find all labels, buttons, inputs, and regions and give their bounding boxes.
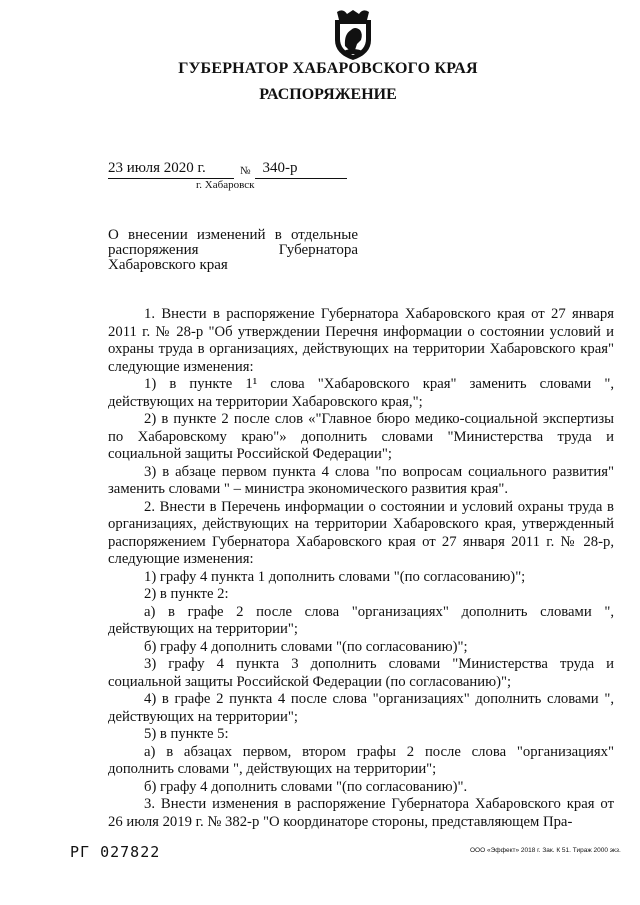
print-info: ООО «Эффект» 2018 г. Зак. К 51. Тираж 2000 экз. [470,847,621,854]
paragraph: 2) в пункте 2: [144,586,229,602]
document-city: г. Хабаровск [196,179,255,191]
document-body [108,306,614,831]
paragraph: 1) в пункте 1¹ слова "Хабаровского края" заменить словами ", действующих на территории Хабаровского края,"; [108,376,614,410]
document-number: 340-р [255,160,347,179]
number-sign: № [240,165,251,177]
date-number-line [108,160,347,179]
org-title: ГУБЕРНАТОР ХАБАРОВСКОГО КРАЯ [178,60,478,77]
paragraph: 1) графу 4 пункта 1 дополнить словами "(по согласованию)"; [144,568,526,585]
paragraph: 1. Внести в распоряжение Губернатора Хабаровского края от 27 января 2011 г. № 28-р "Об утверждении Перечня информации о состоянии условий и охраны труда в организациях, действующих на территории Хабаровского края" следующие изменения: [108,306,614,375]
paragraph: 2. Внести в Перечень информации о состоянии и условий охраны труда в организациях, действующих на территории Хабаровского края, утвержденный распоряжением Губернатора Хабаровского края от 27 января 2011 г. № 28-р, следующие изменения: [108,498,614,567]
paragraph: б) графу 4 дополнить словами "(по согласованию)"; [144,638,468,655]
paragraph: а) в графе 2 после слова "организациях" дополнить словами ", действующих на территории"; [108,603,614,637]
paragraph: 3. Внести изменения в распоряжение Губернатора Хабаровского края от 26 июля 2019 г. № 382-р "О координаторе стороны, представляющем Пра- [108,796,614,830]
paragraph: б) графу 4 дополнить словами "(по согласованию)". [144,778,468,795]
paragraph: 3) графу 4 пункта 3 дополнить словами "Министерства труда и социальной защиты Российской Федерации (по согласованию)"; [108,656,614,690]
document-type: РАСПОРЯЖЕНИЕ [259,86,397,103]
paragraph: 2) в пункте 2 после слов «"Главное бюро медико-социальной экспертизы по Хабаровскому краю"» дополнить словами "Министерства труда и социальной защиты Российской Федерации"; [108,411,614,462]
paragraph: а) в абзацах первом, втором графы 2 после слова "организациях" дополнить словами ", действующих на территории"; [108,743,614,777]
paragraph: 3) в абзаце первом пункта 4 слова "по вопросам социального развития" заменить словами " – министра экономического развития края". [108,463,614,497]
form-serial-number: РГ 027822 [70,843,161,861]
khabarovsk-coat-of-arms-icon [329,6,377,62]
paragraph: 5) в пункте 5: [144,726,229,742]
document-date: 23 июля 2020 г. [108,160,234,179]
paragraph: 4) в графе 2 пункта 4 после слова "организациях" дополнить словами ", действующих на территории"; [108,691,614,725]
document-subject: О внесении изменений в отдельные распоряжения Губернатора Хабаровского края [108,227,358,273]
